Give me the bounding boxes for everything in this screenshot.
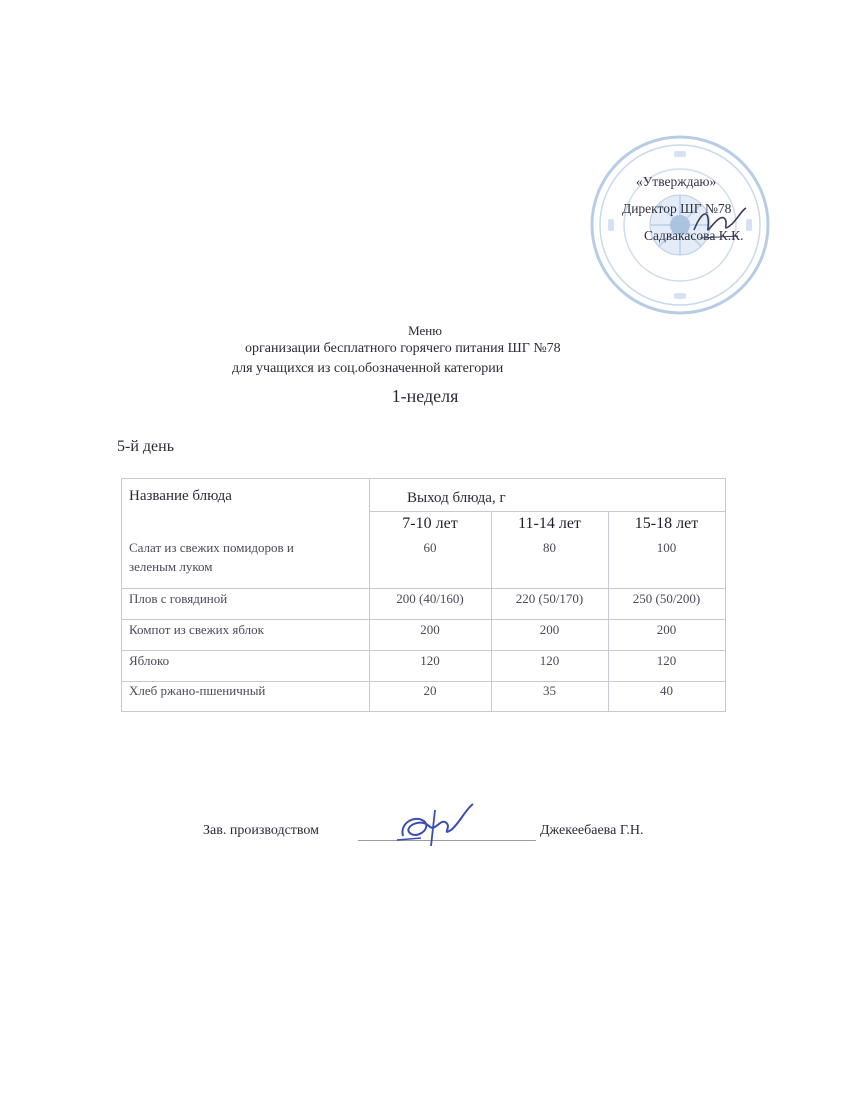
portion-value: 200 bbox=[539, 622, 560, 637]
director-name: Садвакасова К.К. bbox=[644, 228, 744, 243]
portion-value: 200 (40/160) bbox=[396, 591, 464, 606]
day-label: 5-й день bbox=[117, 438, 174, 455]
portion-value: 120 bbox=[656, 653, 677, 668]
dish-name: Салат из свежих помидоров и bbox=[129, 540, 294, 555]
table-row-divider bbox=[121, 588, 726, 589]
table-header-divider bbox=[369, 511, 726, 512]
menu-title: Меню bbox=[408, 323, 442, 338]
menu-table bbox=[121, 478, 726, 712]
table-border-right bbox=[725, 478, 726, 712]
portion-value: 35 bbox=[543, 683, 556, 698]
production-manager-label: Зав. производством bbox=[203, 823, 320, 838]
dish-name: Яблоко bbox=[129, 653, 170, 668]
table-border-bottom bbox=[121, 711, 726, 712]
age-header: 7-10 лет bbox=[402, 515, 458, 532]
age-header: 11-14 лет bbox=[518, 515, 581, 532]
portion-value: 80 bbox=[543, 540, 556, 555]
table-row-divider bbox=[121, 681, 726, 682]
category-subtitle: для учащихся из соц.обозначенной категории bbox=[232, 361, 504, 376]
director-label: Директор ШГ №78 bbox=[622, 201, 732, 216]
dish-name: Хлеб ржано-пшеничный bbox=[129, 683, 266, 698]
portion-value: 120 bbox=[539, 653, 560, 668]
portion-value: 40 bbox=[660, 683, 673, 698]
approve-label: «Утверждаю» bbox=[636, 174, 717, 189]
production-manager-signature bbox=[395, 800, 477, 848]
portion-value: 200 bbox=[656, 622, 677, 637]
table-row-divider bbox=[121, 650, 726, 651]
portion-value: 100 bbox=[656, 540, 677, 555]
dish-name: Компот из свежих яблок bbox=[129, 622, 264, 637]
production-manager-name: Джекеебаева Г.Н. bbox=[540, 823, 644, 838]
portion-value: 20 bbox=[423, 683, 437, 698]
dish-name-continued: зеленым луком bbox=[129, 559, 213, 574]
table-border-top bbox=[121, 478, 726, 479]
portion-value: 60 bbox=[423, 540, 437, 555]
table-row-divider bbox=[121, 619, 726, 620]
week-title: 1-неделя bbox=[391, 386, 459, 406]
portion-value: 250 (50/200) bbox=[632, 591, 701, 606]
age-header: 15-18 лет bbox=[634, 515, 699, 532]
portion-value: 220 (50/170) bbox=[515, 591, 584, 606]
portion-value: 200 bbox=[420, 622, 440, 637]
column-header-output: Выход блюда, г bbox=[407, 490, 506, 506]
portion-value: 120 bbox=[420, 653, 440, 668]
column-header-dish: Название блюда bbox=[129, 488, 232, 504]
table-border-left bbox=[121, 478, 122, 712]
dish-name: Плов с говядиной bbox=[129, 591, 228, 606]
organization-subtitle: организации бесплатного горячего питания ШГ №78 bbox=[245, 341, 561, 356]
director-signature bbox=[690, 200, 750, 242]
